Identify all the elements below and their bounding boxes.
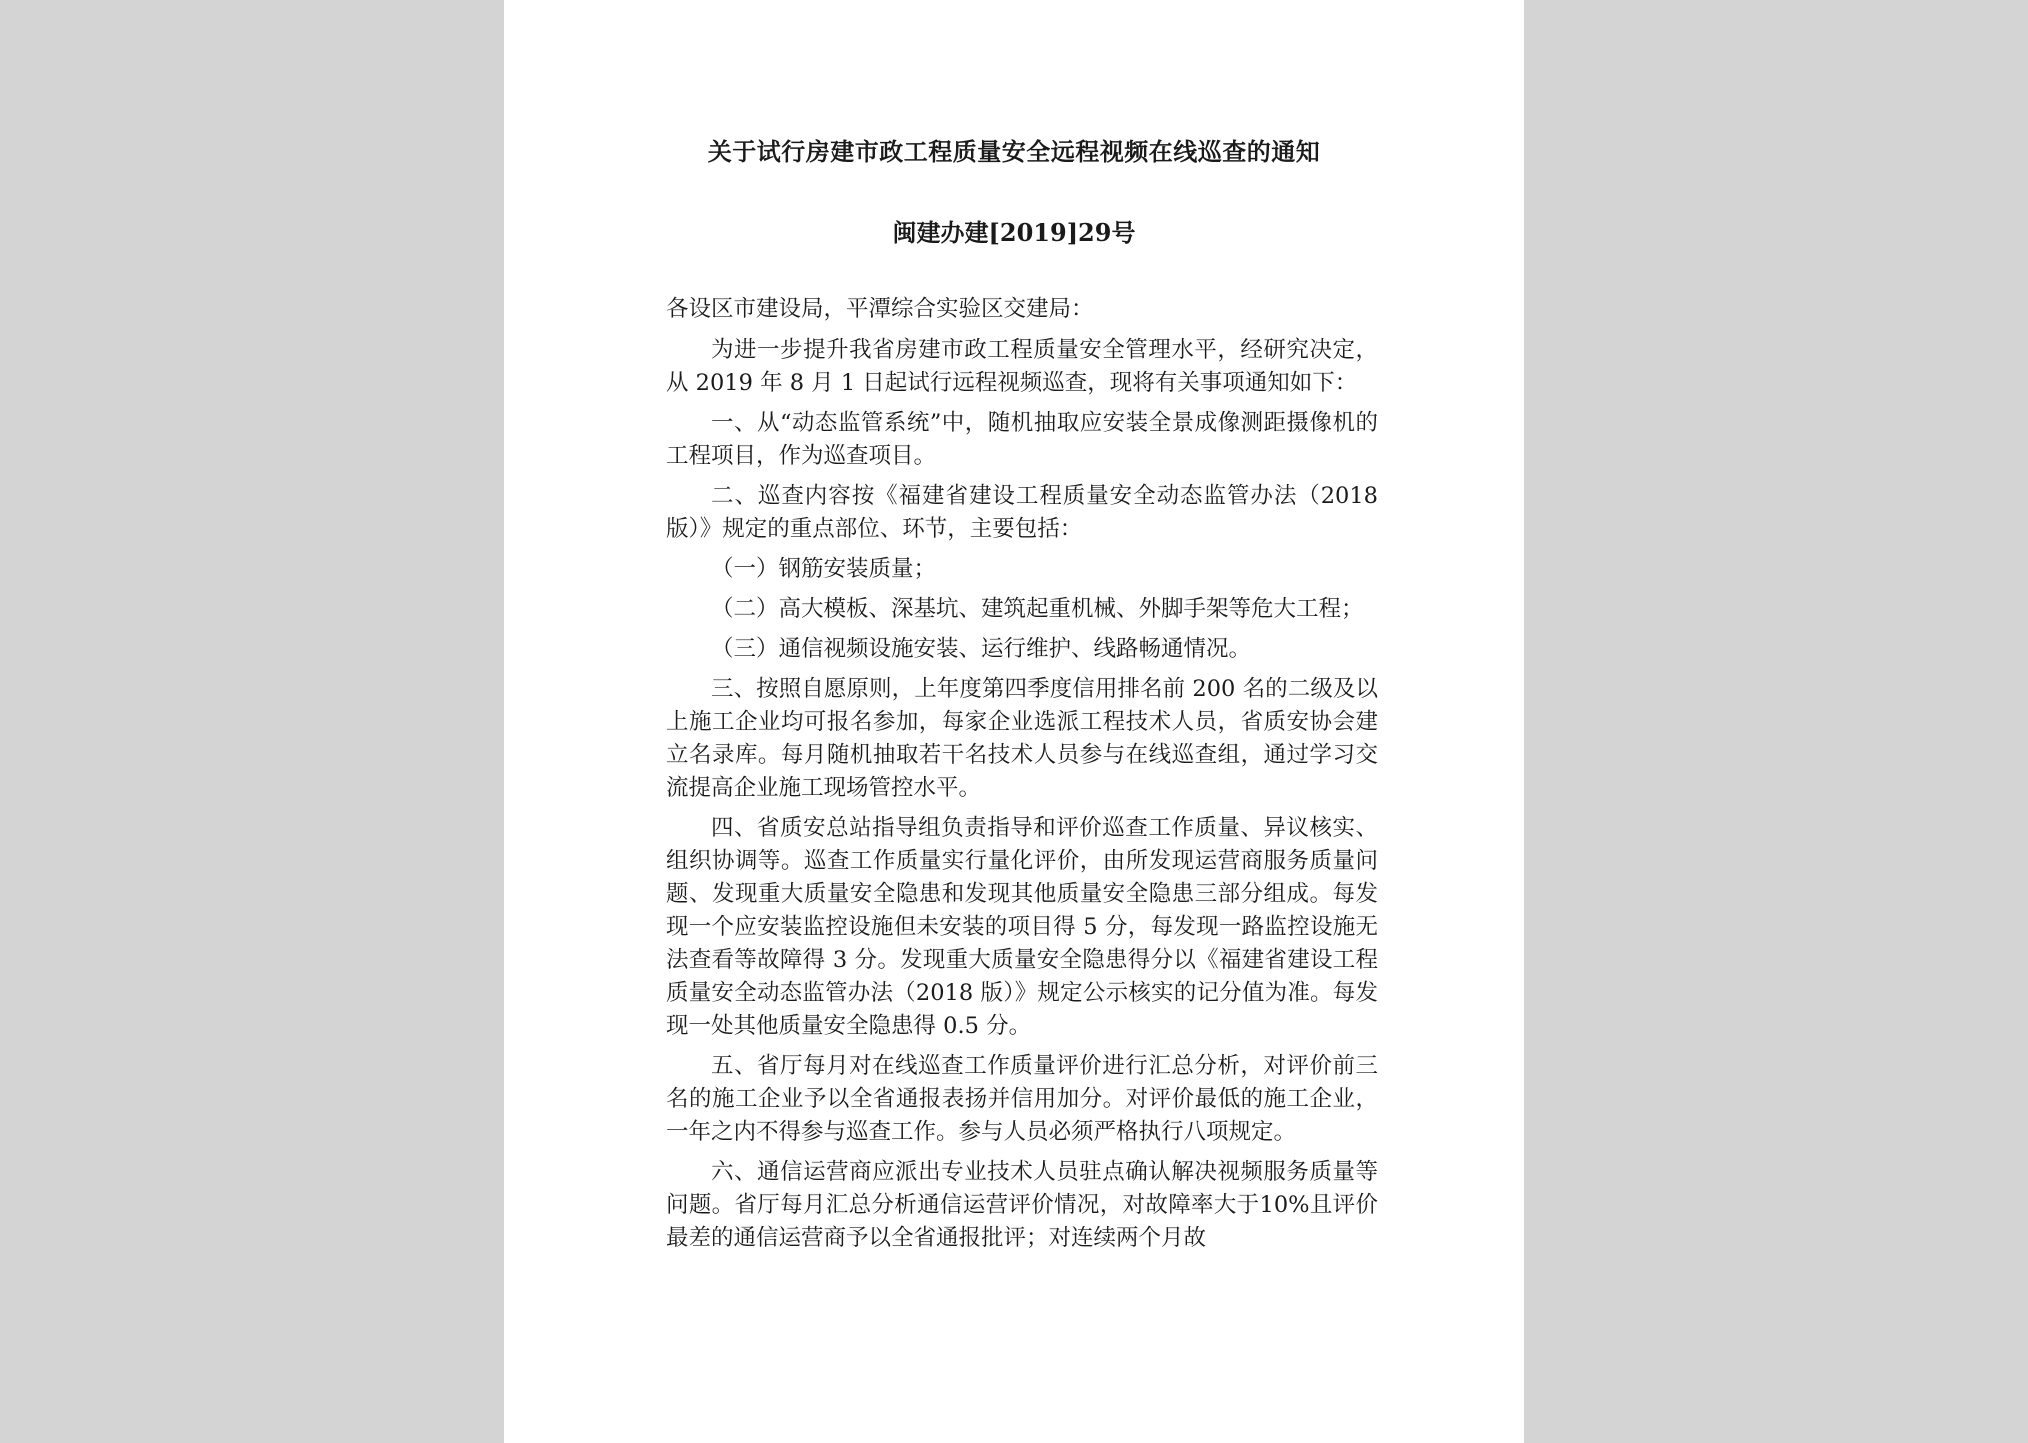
paragraph-5: 五、省厅每月对在线巡查工作质量评价进行汇总分析，对评价前三名的施工企业予以全省通报表扬并信用加分。对评价最低的施工企业，一年之内不得参与巡查工作。参与人员必须严格执行八项规定。 [666,1053,1378,1145]
document-body [666,293,1378,1262]
paragraph-2: 二、巡查内容按《福建省建设工程质量安全动态监管办法（2018版）》规定的重点部位、环节，主要包括： [666,483,1378,542]
document-number: 闽建办建[2019]29号 [892,218,1136,247]
paragraph-intro: 为进一步提升我省房建市政工程质量安全管理水平，经研究决定，从 2019 年 8 月 1 日起试行远程视频巡查，现将有关事项通知如下： [666,337,1378,396]
paragraph-2-item-2: （二）高大模板、深基坑、建筑起重机械、外脚手架等危大工程； [711,596,1364,622]
paragraph-2-item-3: （三）通信视频设施安装、运行维护、线路畅通情况。 [711,636,1252,662]
paragraph-4: 四、省质安总站指导组负责指导和评价巡查工作质量、异议核实、组织协调等。巡查工作质量实行量化评价，由所发现运营商服务质量问题、发现重大质量安全隐患和发现其他质量安全隐患三部分组成。每发现一个应安装监控设施但未安装的项目得 5 分，每发现一路监控设施无法查看等故障得 3 分。发现重大质量安全隐患得分以《福建省建设工程质量安全动态监管办法（2018 版）》规定公示核实的记分值为准。每发现一处其他质量安全隐患得 0.5 分。 [666,815,1378,1039]
paragraph-2-item-1: （一）钢筋安装质量； [711,556,937,582]
paragraph-3: 三、按照自愿原则，上年度第四季度信用排名前 200 名的二级及以上施工企业均可报名参加，每家企业选派工程技术人员，省质安协会建立名录库。每月随机抽取若干名技术人员参与在线巡查组，通过学习交流提高企业施工现场管控水平。 [666,676,1378,801]
document-title: 关于试行房建市政工程质量安全远程视频在线巡查的通知 [707,137,1321,166]
paragraph-1: 一、从“动态监管系统”中，随机抽取应安装全景成像测距摄像机的工程项目，作为巡查项目。 [666,410,1378,469]
document-page [504,0,1524,1443]
salutation: 各设区市建设局，平潭综合实验区交建局： [666,296,1094,322]
paragraph-6: 六、通信运营商应派出专业技术人员驻点确认解决视频服务质量等问题。省厅每月汇总分析通信运营评价情况，对故障率大于10%且评价最差的通信运营商予以全省通报批评；对连续两个月故 [666,1159,1378,1251]
